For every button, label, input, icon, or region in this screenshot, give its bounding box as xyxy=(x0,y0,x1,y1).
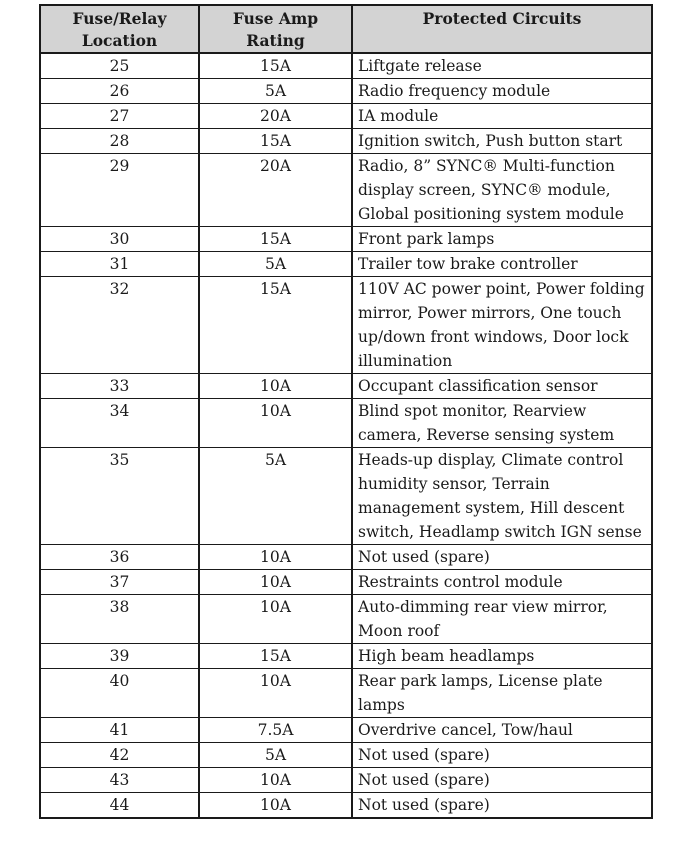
cell-amp-rating: 15A xyxy=(199,277,352,374)
cell-amp-rating: 10A xyxy=(199,399,352,448)
cell-protected-circuits: Overdrive cancel, Tow/haul xyxy=(352,718,652,743)
cell-location: 30 xyxy=(40,227,199,252)
cell-location: 40 xyxy=(40,669,199,718)
table-row xyxy=(40,718,652,743)
table-row xyxy=(40,252,652,277)
cell-amp-rating: 15A xyxy=(199,227,352,252)
cell-location: 35 xyxy=(40,448,199,545)
cell-amp-rating: 10A xyxy=(199,595,352,644)
cell-amp-rating: 10A xyxy=(199,570,352,595)
header-fuse-amp-rating: Fuse Amp Rating xyxy=(199,5,352,53)
cell-amp-rating: 15A xyxy=(199,53,352,79)
table-row xyxy=(40,227,652,252)
cell-location: 25 xyxy=(40,53,199,79)
cell-location: 34 xyxy=(40,399,199,448)
cell-protected-circuits: Ignition switch, Push button start xyxy=(352,129,652,154)
cell-protected-circuits: Not used (spare) xyxy=(352,545,652,570)
table-row xyxy=(40,595,652,644)
header-protected-circuits: Protected Circuits xyxy=(352,5,652,53)
cell-protected-circuits: Not used (spare) xyxy=(352,743,652,768)
cell-amp-rating: 10A xyxy=(199,545,352,570)
cell-protected-circuits: High beam headlamps xyxy=(352,644,652,669)
cell-amp-rating: 15A xyxy=(199,129,352,154)
cell-location: 29 xyxy=(40,154,199,227)
table-row xyxy=(40,129,652,154)
cell-amp-rating: 20A xyxy=(199,104,352,129)
table-row xyxy=(40,743,652,768)
cell-protected-circuits: Not used (spare) xyxy=(352,793,652,819)
fuse-table xyxy=(39,4,653,819)
cell-amp-rating: 10A xyxy=(199,793,352,819)
cell-location: 36 xyxy=(40,545,199,570)
table-row xyxy=(40,399,652,448)
cell-amp-rating: 15A xyxy=(199,644,352,669)
cell-protected-circuits: Radio frequency module xyxy=(352,79,652,104)
header-fuse-relay-location: Fuse/Relay Location xyxy=(40,5,199,53)
cell-location: 39 xyxy=(40,644,199,669)
table-row xyxy=(40,793,652,819)
table-row xyxy=(40,768,652,793)
table-row xyxy=(40,448,652,545)
cell-location: 31 xyxy=(40,252,199,277)
cell-location: 43 xyxy=(40,768,199,793)
table-row xyxy=(40,570,652,595)
cell-amp-rating: 5A xyxy=(199,743,352,768)
cell-location: 38 xyxy=(40,595,199,644)
cell-amp-rating: 10A xyxy=(199,768,352,793)
table-row xyxy=(40,644,652,669)
cell-location: 27 xyxy=(40,104,199,129)
cell-amp-rating: 20A xyxy=(199,154,352,227)
cell-location: 41 xyxy=(40,718,199,743)
table-row xyxy=(40,53,652,79)
cell-amp-rating: 5A xyxy=(199,448,352,545)
cell-protected-circuits: Heads-up display, Climate control humidity sensor, Terrain management system, Hill descent switch, Headlamp switch IGN sense xyxy=(352,448,652,545)
cell-protected-circuits: Trailer tow brake controller xyxy=(352,252,652,277)
cell-protected-circuits: Blind spot monitor, Rearview camera, Reverse sensing system xyxy=(352,399,652,448)
table-row xyxy=(40,374,652,399)
table-row xyxy=(40,669,652,718)
cell-location: 28 xyxy=(40,129,199,154)
table-row xyxy=(40,545,652,570)
cell-protected-circuits: Restraints control module xyxy=(352,570,652,595)
table-row xyxy=(40,79,652,104)
cell-protected-circuits: Front park lamps xyxy=(352,227,652,252)
cell-protected-circuits: IA module xyxy=(352,104,652,129)
cell-location: 33 xyxy=(40,374,199,399)
cell-protected-circuits: Not used (spare) xyxy=(352,768,652,793)
cell-protected-circuits: Liftgate release xyxy=(352,53,652,79)
cell-protected-circuits: Radio, 8” SYNC® Multi-function display screen, SYNC® module, Global positioning system module xyxy=(352,154,652,227)
cell-location: 37 xyxy=(40,570,199,595)
cell-protected-circuits: Rear park lamps, License plate lamps xyxy=(352,669,652,718)
cell-protected-circuits: Occupant classification sensor xyxy=(352,374,652,399)
cell-amp-rating: 10A xyxy=(199,669,352,718)
cell-location: 26 xyxy=(40,79,199,104)
cell-location: 44 xyxy=(40,793,199,819)
cell-amp-rating: 5A xyxy=(199,252,352,277)
cell-protected-circuits: Auto-dimming rear view mirror, Moon roof xyxy=(352,595,652,644)
cell-location: 32 xyxy=(40,277,199,374)
table-row xyxy=(40,277,652,374)
table-row xyxy=(40,154,652,227)
cell-protected-circuits: 110V AC power point, Power folding mirror, Power mirrors, One touch up/down front windows, Door lock illumination xyxy=(352,277,652,374)
table-row xyxy=(40,104,652,129)
cell-location: 42 xyxy=(40,743,199,768)
cell-amp-rating: 5A xyxy=(199,79,352,104)
cell-amp-rating: 10A xyxy=(199,374,352,399)
cell-amp-rating: 7.5A xyxy=(199,718,352,743)
table-header-row xyxy=(40,5,652,53)
